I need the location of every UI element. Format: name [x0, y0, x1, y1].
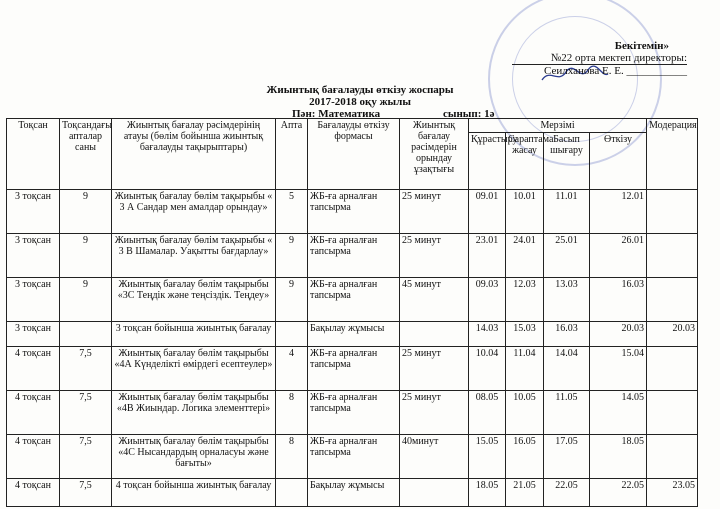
approval-title: Бекітемін»	[614, 40, 669, 52]
header-week: Апта	[276, 119, 308, 190]
header-moderation: Модерация	[647, 119, 698, 190]
grade-label: сынып: 1ә	[443, 108, 495, 120]
compose-date-cell: 14.03	[469, 322, 506, 347]
weeks-cell: 9	[60, 234, 112, 278]
quarter-cell: 3 тоқсан	[7, 190, 60, 234]
conduct-date-cell: 18.05	[590, 435, 647, 479]
moderation-date-cell	[647, 234, 698, 278]
table-row	[7, 479, 698, 507]
assessment-name-cell: Жиынтық бағалау бөлім тақырыбы « 3 В Шамалар. Уақытты бағдарлау»	[112, 234, 276, 278]
quarter-cell: 3 тоқсан	[7, 234, 60, 278]
assessment-name-cell: Жиынтық бағалау бөлім тақырыбы «4А Күнделікті өмірдегі есептеулер»	[112, 347, 276, 391]
weeks-cell: 7,5	[60, 391, 112, 435]
weeks-cell: 9	[60, 278, 112, 322]
approval-director-line: №22 орта мектеп директоры:	[512, 52, 687, 65]
form-cell: ЖБ-ға арналған тапсырма	[308, 190, 400, 234]
quarter-cell: 4 тоқсан	[7, 391, 60, 435]
quarter-cell: 3 тоқсан	[7, 322, 60, 347]
header-assessment-name: Жиынтық бағалау рәсімдерінің атауы (бөлім бойынша жиынтық бағалауды тақырыптары)	[112, 119, 276, 190]
duration-cell: 25 минут	[400, 190, 469, 234]
moderation-date-cell	[647, 391, 698, 435]
form-cell: ЖБ-ға арналған тапсырма	[308, 234, 400, 278]
assessment-name-cell: 3 тоқсан бойынша жиынтық бағалау	[112, 322, 276, 347]
review-date-cell: 11.04	[506, 347, 544, 391]
conduct-date-cell: 20.03	[590, 322, 647, 347]
review-date-cell: 24.01	[506, 234, 544, 278]
moderation-date-cell	[647, 278, 698, 322]
week-cell: 9	[276, 278, 308, 322]
form-cell: ЖБ-ға арналған тапсырма	[308, 347, 400, 391]
moderation-date-cell: 20.03	[647, 322, 698, 347]
quarter-cell: 4 тоқсан	[7, 347, 60, 391]
table-row	[7, 322, 698, 347]
quarter-cell: 3 тоқсан	[7, 278, 60, 322]
quarter-cell: 4 тоқсан	[7, 435, 60, 479]
compose-date-cell: 18.05	[469, 479, 506, 507]
moderation-date-cell	[647, 347, 698, 391]
form-cell: ЖБ-ға арналған тапсырма	[308, 278, 400, 322]
weeks-cell	[60, 322, 112, 347]
approval-signature-line: Сеилханова Е. Е. ___________	[544, 65, 687, 77]
duration-cell: 40минут	[400, 435, 469, 479]
document-title: Жиынтық бағалауды өткізу жоспары	[266, 84, 454, 96]
duration-cell	[400, 479, 469, 507]
compose-date-cell: 08.05	[469, 391, 506, 435]
assessment-name-cell: 4 тоқсан бойынша жиынтық бағалау	[112, 479, 276, 507]
week-cell: 8	[276, 391, 308, 435]
print-date-cell: 22.05	[544, 479, 590, 507]
review-date-cell: 21.05	[506, 479, 544, 507]
weeks-cell: 7,5	[60, 479, 112, 507]
duration-cell	[400, 322, 469, 347]
duration-cell: 25 минут	[400, 391, 469, 435]
duration-cell: 25 минут	[400, 234, 469, 278]
weeks-cell: 7,5	[60, 435, 112, 479]
compose-date-cell: 10.04	[469, 347, 506, 391]
compose-date-cell: 23.01	[469, 234, 506, 278]
moderation-date-cell	[647, 190, 698, 234]
assessment-name-cell: Жиынтық бағалау бөлім тақырыбы «4С Нысандардың орналасуы және бағыты»	[112, 435, 276, 479]
review-date-cell: 15.03	[506, 322, 544, 347]
document-heading	[0, 84, 720, 120]
assessment-plan-table	[6, 118, 698, 507]
print-date-cell: 11.01	[544, 190, 590, 234]
week-cell: 5	[276, 190, 308, 234]
table-row	[7, 278, 698, 322]
assessment-name-cell: Жиынтық бағалау бөлім тақырыбы «4В Жиындар. Логика элементтері»	[112, 391, 276, 435]
compose-date-cell: 15.05	[469, 435, 506, 479]
header-conduct: Өткізу	[590, 133, 647, 190]
table-row	[7, 391, 698, 435]
table-row	[7, 234, 698, 278]
assessment-name-cell: Жиынтық бағалау бөлім тақырыбы «3С Теңдік және теңсіздік. Теңдеу»	[112, 278, 276, 322]
header-term: Мерзімі	[469, 119, 647, 133]
compose-date-cell: 09.03	[469, 278, 506, 322]
print-date-cell: 17.05	[544, 435, 590, 479]
header-weeks: Тоқсандағы апталар саны	[60, 119, 112, 190]
print-date-cell: 14.04	[544, 347, 590, 391]
week-cell: 9	[276, 234, 308, 278]
moderation-date-cell: 23.05	[647, 479, 698, 507]
header-duration: Жиынтық бағалау рәсімдерін орындау ұзақтығы	[400, 119, 469, 190]
review-date-cell: 16.05	[506, 435, 544, 479]
header-quarter: Тоқсан	[7, 119, 60, 190]
moderation-date-cell	[647, 435, 698, 479]
review-date-cell: 10.05	[506, 391, 544, 435]
table-row	[7, 347, 698, 391]
header-review: Сараптама жасау	[506, 133, 544, 190]
form-cell: Бақылау жұмысы	[308, 479, 400, 507]
approval-block	[512, 40, 687, 77]
subject-label: Пән: Математика	[292, 108, 381, 120]
review-date-cell: 12.03	[506, 278, 544, 322]
conduct-date-cell: 22.05	[590, 479, 647, 507]
conduct-date-cell: 15.04	[590, 347, 647, 391]
table-row	[7, 190, 698, 234]
duration-cell: 45 минут	[400, 278, 469, 322]
weeks-cell: 9	[60, 190, 112, 234]
conduct-date-cell: 26.01	[590, 234, 647, 278]
form-cell: ЖБ-ға арналған тапсырма	[308, 435, 400, 479]
form-cell: ЖБ-ға арналған тапсырма	[308, 391, 400, 435]
compose-date-cell: 09.01	[469, 190, 506, 234]
academic-year: 2017-2018 оқу жылы	[309, 96, 411, 108]
week-cell	[276, 322, 308, 347]
week-cell	[276, 479, 308, 507]
conduct-date-cell: 16.03	[590, 278, 647, 322]
header-compose: Құрастыру	[469, 133, 506, 190]
assessment-name-cell: Жиынтық бағалау бөлім тақырыбы « 3 А Сандар мен амалдар орындау»	[112, 190, 276, 234]
header-form: Бағалауды өткізу формасы	[308, 119, 400, 190]
print-date-cell: 25.01	[544, 234, 590, 278]
print-date-cell: 11.05	[544, 391, 590, 435]
conduct-date-cell: 12.01	[590, 190, 647, 234]
duration-cell: 25 минут	[400, 347, 469, 391]
print-date-cell: 13.03	[544, 278, 590, 322]
table-row	[7, 435, 698, 479]
conduct-date-cell: 14.05	[590, 391, 647, 435]
header-print: Басып шығару	[544, 133, 590, 190]
week-cell: 8	[276, 435, 308, 479]
form-cell: Бақылау жұмысы	[308, 322, 400, 347]
quarter-cell: 4 тоқсан	[7, 479, 60, 507]
review-date-cell: 10.01	[506, 190, 544, 234]
print-date-cell: 16.03	[544, 322, 590, 347]
week-cell: 4	[276, 347, 308, 391]
weeks-cell: 7,5	[60, 347, 112, 391]
